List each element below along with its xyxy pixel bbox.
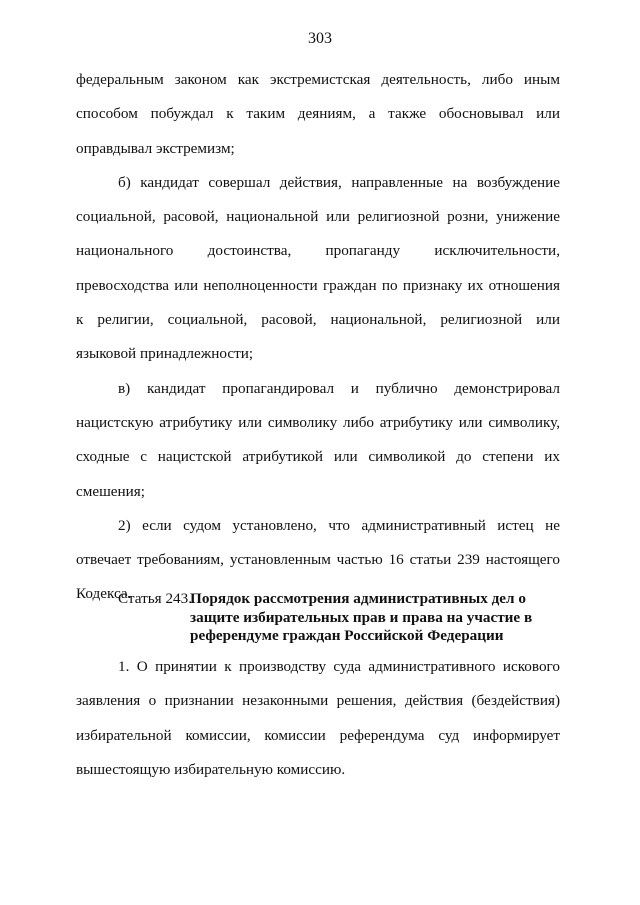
paragraph-item-1: 1. О принятии к производству суда административного искового заявления о признании незаконными решения, действия (бездействия) избирательной комиссии, комиссии референдума суд информирует вышестоящую избирательную комиссию. [76, 658, 560, 778]
body-text-bottom [76, 650, 560, 787]
paragraph-item-v: в) кандидат пропагандировал и публично демонстрировал нацистскую атрибутику или символику либо атрибутику или символику, сходные с нацистской атрибутикой или символикой до степени их смешения; [76, 379, 560, 500]
article-title [190, 590, 550, 646]
paragraph-item-b: б) кандидат совершал действия, направленные на возбуждение социальной, расовой, национальной или религиозной розни, унижение национального достоинства, пропаганду исключительности, превосходства или неполноценности граждан по признаку их отношения к религии, социальной, расовой, национальной, религиозной или языковой принадлежности; [76, 173, 560, 363]
paragraph-item-2: 2) если судом установлено, что административный истец не отвечает требованиям, установленным частью 16 статьи 239 настоящего Кодекса. [76, 516, 560, 603]
article-number: Статья 243. [118, 590, 193, 607]
paragraph-continuation: федеральным законом как экстремистская деятельность, либо иным способом побуждал к таким деяниям, а также обосновывал или оправдывал экстремизм; [76, 71, 560, 157]
article-title-line: референдуме граждан Российской Федерации [190, 627, 504, 644]
body-text-top [76, 63, 560, 612]
article-title-line: защите избирательных прав и права на участие в [190, 608, 533, 626]
page-number: 303 [308, 30, 332, 47]
article-title-line: Порядок рассмотрения административных дел о [190, 590, 526, 607]
